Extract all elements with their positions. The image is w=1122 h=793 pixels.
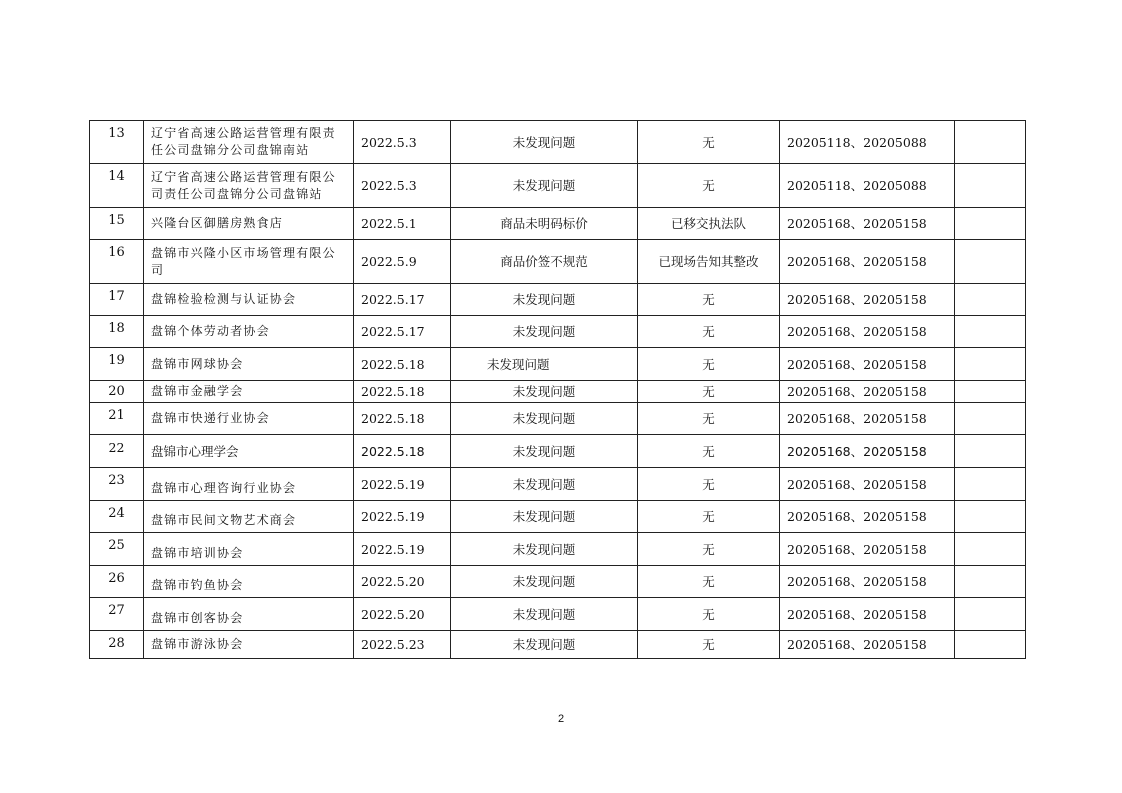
inspection-date: 2022.5.1 [354,208,451,240]
unit-name: 盘锦市快递行业协会 [144,403,354,435]
remark-cell [955,284,1026,316]
inspection-date: 2022.5.3 [354,121,451,164]
unit-name: 盘锦市游泳协会 [144,631,354,659]
unit-name: 盘锦市网球协会 [144,348,354,381]
table-row [90,631,1026,659]
table-row [90,533,1026,566]
basis-code: 20205118、20205088 [780,164,955,208]
handling-result: 无 [638,598,780,631]
handling-result: 无 [638,435,780,468]
row-number: 26 [90,566,144,598]
basis-code: 20205168、20205158 [780,284,955,316]
unit-name: 兴隆台区御膳房熟食店 [144,208,354,240]
inspection-date: 2022.5.3 [354,164,451,208]
inspection-date: 2022.5.18 [354,403,451,435]
basis-code: 20205168、20205158 [780,316,955,348]
inspection-date: 2022.5.19 [354,501,451,533]
remark-cell [955,403,1026,435]
table-row [90,164,1026,208]
remark-cell [955,501,1026,533]
row-number: 15 [90,208,144,240]
inspection-date: 2022.5.18 [354,381,451,403]
remark-cell [955,348,1026,381]
inspection-date: 2022.5.19 [354,468,451,501]
row-number: 18 [90,316,144,348]
basis-code: 20205118、20205088 [780,121,955,164]
handling-result: 无 [638,316,780,348]
table-row [90,381,1026,403]
remark-cell [955,598,1026,631]
inspection-date: 2022.5.20 [354,566,451,598]
inspection-date: 2022.5.23 [354,631,451,659]
row-number: 27 [90,598,144,631]
unit-name: 盘锦个体劳动者协会 [144,316,354,348]
table-row [90,208,1026,240]
table-row [90,284,1026,316]
inspection-date: 2022.5.18 [354,348,451,381]
issue-found: 未发现问题 [451,435,638,468]
row-number: 19 [90,348,144,381]
row-number: 20 [90,381,144,403]
row-number: 22 [90,435,144,468]
issue-found: 商品价签不规范 [451,240,638,284]
page-number: 2 [557,713,565,725]
inspection-date: 2022.5.18 [354,435,451,468]
handling-result: 无 [638,533,780,566]
unit-name: 盘锦市创客协会 [144,598,354,631]
issue-found: 未发现问题 [451,533,638,566]
inspection-date: 2022.5.19 [354,533,451,566]
unit-name: 盘锦检验检测与认证协会 [144,284,354,316]
handling-result: 无 [638,164,780,208]
row-number: 24 [90,501,144,533]
issue-found: 商品未明码标价 [451,208,638,240]
row-number: 14 [90,164,144,208]
handling-result: 无 [638,403,780,435]
row-number: 23 [90,468,144,501]
table-row [90,598,1026,631]
unit-name: 盘锦市兴隆小区市场管理有限公司 [144,240,354,284]
unit-name: 盘锦市钓鱼协会 [144,566,354,598]
issue-found: 未发现问题 [451,566,638,598]
remark-cell [955,566,1026,598]
unit-name: 盘锦市民间文物艺术商会 [144,501,354,533]
issue-found: 未发现问题 [451,403,638,435]
row-number: 13 [90,121,144,164]
remark-cell [955,121,1026,164]
remark-cell [955,164,1026,208]
handling-result: 无 [638,631,780,659]
handling-result: 已现场告知其整改 [638,240,780,284]
handling-result: 无 [638,566,780,598]
issue-found: 未发现问题 [451,164,638,208]
basis-code: 20205168、20205158 [780,598,955,631]
table-row [90,316,1026,348]
remark-cell [955,631,1026,659]
table-row [90,403,1026,435]
remark-cell [955,468,1026,501]
issue-found: 未发现问题 [451,348,638,381]
basis-code: 20205168、20205158 [780,468,955,501]
basis-code: 20205168、20205158 [780,566,955,598]
issue-found: 未发现问题 [451,631,638,659]
table-row [90,435,1026,468]
issue-found: 未发现问题 [451,598,638,631]
basis-code: 20205168、20205158 [780,631,955,659]
issue-found: 未发现问题 [451,501,638,533]
inspection-date: 2022.5.17 [354,316,451,348]
remark-cell [955,316,1026,348]
table-row [90,240,1026,284]
unit-name: 盘锦市心理咨询行业协会 [144,468,354,501]
issue-found: 未发现问题 [451,381,638,403]
inspection-date: 2022.5.20 [354,598,451,631]
handling-result: 无 [638,381,780,403]
row-number: 17 [90,284,144,316]
handling-result: 无 [638,501,780,533]
issue-found: 未发现问题 [451,284,638,316]
handling-result: 无 [638,348,780,381]
row-number: 25 [90,533,144,566]
issue-found: 未发现问题 [451,468,638,501]
table-row [90,468,1026,501]
remark-cell [955,533,1026,566]
table-row [90,348,1026,381]
unit-name: 盘锦市金融学会 [144,381,354,403]
basis-code: 20205168、20205158 [780,435,955,468]
unit-name: 辽宁省高速公路运营管理有限公司责任公司盘锦分公司盘锦站 [144,164,354,208]
row-number: 28 [90,631,144,659]
handling-result: 无 [638,121,780,164]
remark-cell [955,435,1026,468]
inspection-date: 2022.5.9 [354,240,451,284]
table-row [90,121,1026,164]
inspection-date: 2022.5.17 [354,284,451,316]
row-number: 21 [90,403,144,435]
remark-cell [955,208,1026,240]
unit-name: 辽宁省高速公路运营管理有限责任公司盘锦分公司盘锦南站 [144,121,354,164]
table-row [90,501,1026,533]
basis-code: 20205168、20205158 [780,348,955,381]
remark-cell [955,381,1026,403]
basis-code: 20205168、20205158 [780,381,955,403]
basis-code: 20205168、20205158 [780,208,955,240]
issue-found: 未发现问题 [451,316,638,348]
basis-code: 20205168、20205158 [780,403,955,435]
handling-result: 无 [638,468,780,501]
row-number: 16 [90,240,144,284]
inspection-table [89,120,1026,659]
table-row [90,566,1026,598]
basis-code: 20205168、20205158 [780,501,955,533]
remark-cell [955,240,1026,284]
basis-code: 20205168、20205158 [780,240,955,284]
basis-code: 20205168、20205158 [780,533,955,566]
issue-found: 未发现问题 [451,121,638,164]
unit-name: 盘锦市心理学会 [144,435,354,468]
handling-result: 无 [638,284,780,316]
handling-result: 已移交执法队 [638,208,780,240]
unit-name: 盘锦市培训协会 [144,533,354,566]
